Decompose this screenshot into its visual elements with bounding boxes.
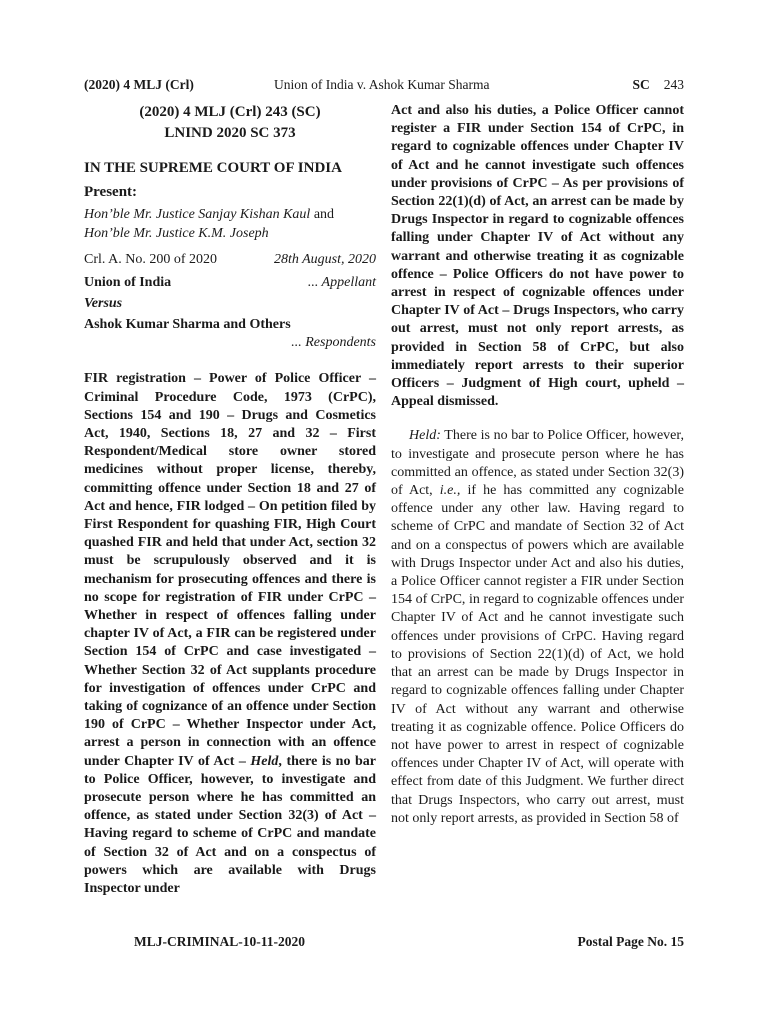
running-head-page bbox=[632, 75, 684, 95]
versus-label: Versus bbox=[84, 296, 123, 312]
headnote-text-1: FIR registration – Power of Police Officer – Criminal Procedure Code, 1973 (CrPC), Sections 154 and 190 – Drugs and Cosmetics Act, 1940, Sections 18, 27 and 32 – First Respondent/Medical store owner stored medicines without proper license, thereby, committing offence under Section 18 and 27 of Act and hence, FIR lodged – On petition filed by First Respondent for quashing FIR, High Court quashed FIR and held that under Act, section 32 must be scrupulously observed and it is mechanism for prosecuting offences and there is no scope for registration of FIR under CrPC – Whether in respect of offences falling under chapter IV of Act, a FIR can be registered under Section 154 of CrPC and case investigated – Whether Section 32 of Act supplants procedure for investigation of offences under CrPC and taking of cognizance of an offence under Section 190 of CrPC – Whether Inspector under Act, arrest a person in connection with an offence under Chapter IV of Act – bbox=[84, 371, 376, 769]
headnote-continued: Act and also his duties, a Police Officer cannot register a FIR under Section 154 of CrPC, in regard to cognizable offences under Chapter IV of Act and he cannot investigate such offences under provisions of CrPC – As per provisions of Section 22(1)(d) of Act, an arrest can be made by Drugs Inspector in regard to cognizable offences falling under Chapter IV of Act without any warrant and otherwise treating it as cognizable offence – Police Officers do not have power to arrest in respect of cognizable offences under Chapter IV of Act – Drugs Inspectors, who carry out arrest, must not only report arrests, as provided in Section 58 of CrPC, but also immediately report arrests to their superior Officers – Judgment of High court, upheld – Appeal dismissed. bbox=[391, 103, 684, 410]
headnote-held-word: Held bbox=[250, 753, 279, 769]
appellant-role: ... Appellant bbox=[307, 275, 376, 291]
judges-block bbox=[84, 206, 376, 243]
citation-primary: (2020) 4 MLJ (Crl) 243 (SC) bbox=[139, 104, 321, 120]
footer-issue: MLJ-CRIMINAL-10-11-2020 bbox=[134, 934, 305, 949]
held-label: Held: bbox=[409, 428, 441, 444]
right-column bbox=[391, 102, 684, 828]
respondent-name: Ashok Kumar Sharma and Others bbox=[84, 317, 291, 333]
headnote-text-2: , there is no bar to Police Officer, however, to investigate and prosecute person where he has committed an offence, as stated under Section 32(3) of Act – Having regard to scheme of CrPC and mandate of Section 32 of Act and on a conspectus of powers which are available with Drugs Inspector under bbox=[84, 753, 377, 897]
present-label: Present: bbox=[84, 184, 138, 201]
page-footer bbox=[84, 932, 684, 952]
appellant-name: Union of India bbox=[84, 275, 172, 291]
citation-lnind: LNIND 2020 SC 373 bbox=[164, 125, 296, 141]
judge-1: Hon’ble Mr. Justice Sanjay Kishan Kaul bbox=[84, 207, 311, 223]
judgment-date: 28th August, 2020 bbox=[273, 252, 376, 268]
court-name: IN THE SUPREME COURT OF INDIA bbox=[84, 160, 342, 176]
held-ie: i.e., bbox=[439, 483, 461, 499]
appellant-row bbox=[84, 274, 376, 292]
running-head-citation: (2020) 4 MLJ (Crl) bbox=[84, 77, 194, 92]
judge-conjunction: and bbox=[310, 207, 335, 223]
footer-postal-page: Postal Page No. 15 bbox=[577, 934, 684, 949]
held-text-1: There is no bar to Police Officer, however, to investigate and prosecute person where he has committed an offence, as stated under Section 32(3) of Act, bbox=[391, 428, 684, 499]
left-column bbox=[84, 102, 376, 898]
respondent-role: ... Respondents bbox=[291, 335, 376, 351]
judge-2: Hon’ble Mr. Justice K.M. Joseph bbox=[84, 225, 269, 241]
case-number: Crl. A. No. 200 of 2020 bbox=[84, 252, 217, 268]
running-head-court: SC bbox=[632, 77, 650, 92]
case-number-row bbox=[84, 251, 376, 269]
running-head-case-title: Union of India v. Ashok Kumar Sharma bbox=[274, 77, 490, 92]
held-paragraph bbox=[391, 427, 684, 827]
held-text-2: if he has committed any cognizable offence under any other law. Having regard to scheme of CrPC and mandate of Section 32 of Act and on a conspectus of powers which are available with Drugs Inspector under Act and also his duties, a Police Officer cannot register a FIR under Section 154 of CrPC, in regard to cognizable offences under Chapter IV of Act and he cannot investigate such offences under provisions of CrPC. Having regard to provisions of Section 22(1)(d) of Act, we hold that an arrest can be made by Drugs Inspector in regard to cognizable offences falling under Chapter IV of Act without any warrant and otherwise treating it as cognizable offence. Police Officers do not have power to arrest in respect of cognizable offences under Chapter IV of Act, will operate with effect from date of this Judgment. We further direct that Drugs Inspectors, who carry out arrest, must not only report arrests, as provided in Section 58 of bbox=[391, 483, 684, 826]
headnote-part-1 bbox=[84, 370, 376, 898]
page-number: 243 bbox=[663, 77, 684, 92]
running-head bbox=[84, 75, 684, 95]
